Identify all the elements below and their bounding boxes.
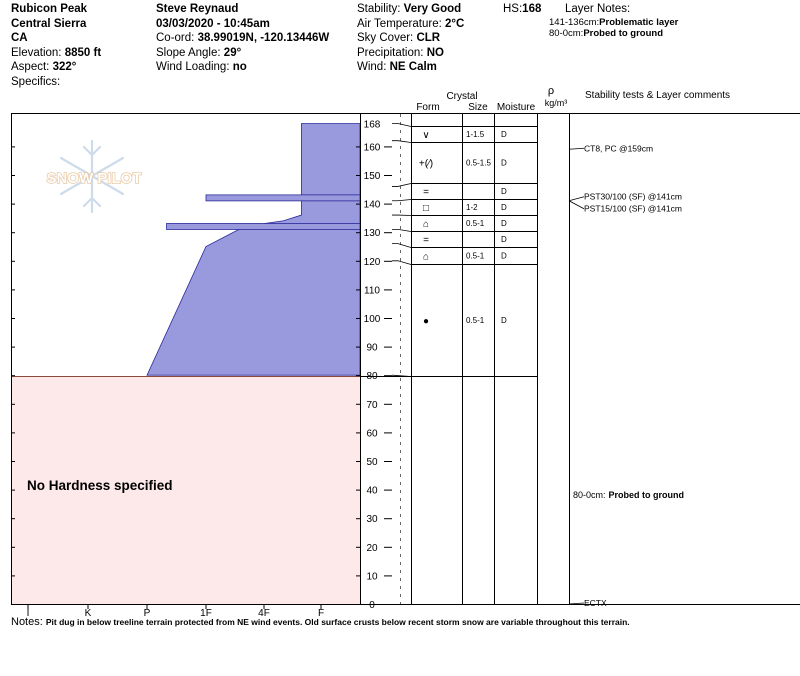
layer-rows bbox=[392, 124, 537, 377]
layer-note-2-text: Probed to ground bbox=[583, 27, 664, 39]
layer-size-8: 0.5-1 bbox=[466, 316, 485, 325]
location-name: Rubicon Peak bbox=[11, 3, 88, 15]
size-header: Size bbox=[468, 102, 488, 113]
stability-test-3: PST15/100 (SF) @141cm bbox=[584, 203, 682, 214]
form-header: Form bbox=[416, 102, 440, 113]
slope-value: 29° bbox=[223, 46, 242, 59]
specifics-label: Specifics: bbox=[11, 75, 61, 88]
layer-form-7: ⌂ bbox=[422, 251, 430, 263]
stability-test-4: ECTX bbox=[584, 598, 607, 608]
aspect-label: Aspect: bbox=[11, 61, 50, 73]
crystal-header: Crystal bbox=[446, 91, 478, 102]
depth-label-160: 160 bbox=[363, 142, 381, 154]
slope-label: Slope Angle: bbox=[156, 46, 221, 59]
layer-connector bbox=[392, 184, 411, 187]
hardness-label-I: I bbox=[26, 608, 30, 619]
layer-connector bbox=[392, 261, 411, 265]
notes-label: Notes: bbox=[11, 616, 43, 628]
air-temp-label: Air Temperature: bbox=[357, 17, 442, 30]
depth-label-150: 150 bbox=[363, 171, 381, 182]
elevation-value: 8850 ft bbox=[64, 46, 102, 59]
comment-text: Probed to ground bbox=[608, 490, 685, 500]
moisture-header: Moisture bbox=[496, 102, 536, 113]
wind-label: Wind: bbox=[357, 61, 387, 73]
sky-cover-value: CLR bbox=[416, 32, 441, 44]
layer-note-1-range: 141-136cm: bbox=[549, 16, 600, 28]
layer-moisture-8: D bbox=[501, 316, 507, 325]
depth-label-0: 0 bbox=[369, 600, 375, 611]
comment-range: 80-0cm: bbox=[573, 490, 606, 500]
layer-notes-title: Layer Notes: bbox=[565, 3, 631, 15]
location-state: CA bbox=[11, 32, 28, 44]
stability-label: Stability: bbox=[357, 3, 401, 15]
air-temp-value: 2°C bbox=[445, 17, 465, 30]
depth-label-110: 110 bbox=[364, 285, 380, 297]
depth-label-100: 100 bbox=[363, 314, 381, 325]
depth-label-60: 60 bbox=[366, 428, 378, 440]
density-unit-header: kg/m³ bbox=[544, 98, 568, 108]
depth-label-80: 80 bbox=[366, 371, 378, 383]
layer-size-4: 1-2 bbox=[466, 203, 478, 212]
layer-moisture-5: D bbox=[501, 219, 507, 228]
notes bbox=[11, 616, 630, 628]
layer-form-6: = bbox=[423, 235, 429, 246]
layer-moisture-3: D bbox=[501, 187, 507, 196]
layer-connector bbox=[392, 229, 411, 231]
depth-label-40: 40 bbox=[366, 485, 378, 497]
observer-name: Steve Reynaud bbox=[156, 3, 239, 15]
coord-label: Co-ord: bbox=[156, 32, 195, 44]
layer-moisture-4: D bbox=[501, 203, 507, 212]
hardness-label-4F: 4F bbox=[258, 608, 270, 619]
test-pointer bbox=[569, 197, 584, 201]
hardness-label-K: K bbox=[84, 608, 92, 619]
layer-form-5: ⌂ bbox=[422, 219, 430, 230]
thin-layer-1 bbox=[206, 195, 360, 201]
hs-label: HS: bbox=[503, 3, 523, 15]
comments-header: Stability tests & Layer comments bbox=[585, 90, 731, 101]
layer-connector bbox=[392, 141, 411, 143]
watermark-text: SNOW PILOT bbox=[46, 170, 142, 187]
wind-value: NE Calm bbox=[389, 61, 437, 73]
depth-label-140: 140 bbox=[363, 199, 381, 211]
stability-test-1: CT8, PC @159cm bbox=[584, 143, 654, 154]
stability-test-2: PST30/100 (SF) @141cm bbox=[584, 191, 682, 202]
depth-label-130: 130 bbox=[363, 228, 381, 240]
depth-label-10: 10 bbox=[366, 571, 378, 583]
depth-label-50: 50 bbox=[366, 457, 378, 468]
test-pointer bbox=[569, 603, 584, 604]
test-pointer bbox=[569, 148, 584, 149]
layer-form-2: +(⁄) bbox=[418, 158, 434, 170]
rho-header: ρ bbox=[547, 85, 555, 97]
stability-value: Very Good bbox=[403, 3, 462, 15]
layer-connector bbox=[392, 200, 411, 201]
thin-layer-2 bbox=[167, 223, 360, 229]
layer-size-2: 0.5-1.5 bbox=[466, 158, 491, 168]
hardness-label-P: P bbox=[143, 608, 151, 619]
depth-label-30: 30 bbox=[366, 514, 378, 526]
layer-note-1-text: Problematic layer bbox=[599, 16, 679, 28]
layer-connector bbox=[392, 244, 411, 248]
layer-size-5: 0.5-1 bbox=[466, 219, 485, 228]
depth-label-70: 70 bbox=[366, 399, 378, 411]
location-range: Central Sierra bbox=[11, 17, 87, 30]
wind-loading-value: no bbox=[232, 61, 247, 73]
depth-label-90: 90 bbox=[366, 342, 378, 354]
layer-connector bbox=[392, 124, 411, 127]
precipitation-label: Precipitation: bbox=[357, 46, 424, 59]
coord-value: 38.99019N, -120.13446W bbox=[197, 32, 330, 44]
layer-form-8: ● bbox=[422, 316, 430, 327]
comment-probed-text bbox=[573, 490, 684, 500]
depth-label-168: 168 bbox=[363, 119, 381, 131]
depth-label-20: 20 bbox=[366, 542, 378, 554]
elevation-label: Elevation: bbox=[11, 46, 62, 59]
test-pointer bbox=[569, 201, 584, 209]
snowpilot-watermark bbox=[47, 141, 142, 212]
sky-cover-label: Sky Cover: bbox=[357, 32, 414, 44]
hardness-profile-area bbox=[147, 124, 360, 376]
layer-moisture-2: D bbox=[501, 158, 507, 168]
layer-note-2-range: 80-0cm: bbox=[549, 27, 584, 39]
hardness-label-1F: 1F bbox=[200, 608, 212, 619]
precipitation-value: NO bbox=[426, 46, 444, 59]
observation-datetime: 03/03/2020 - 10:45am bbox=[156, 17, 270, 30]
stability-tests-group bbox=[569, 143, 682, 608]
layer-form-4: □ bbox=[422, 203, 430, 214]
aspect-value: 322° bbox=[52, 61, 77, 73]
layer-size-7: 0.5-1 bbox=[466, 251, 485, 261]
layer-moisture-1: D bbox=[501, 130, 507, 139]
layer-size-1: 1-1.5 bbox=[466, 130, 485, 139]
no-hardness-label: No Hardness specified bbox=[27, 478, 173, 493]
layer-form-3: = bbox=[423, 187, 429, 198]
layer-form-1: ∨ bbox=[422, 130, 430, 141]
layer-moisture-6: D bbox=[501, 235, 507, 244]
comment-probed bbox=[573, 490, 684, 500]
wind-loading-label: Wind Loading: bbox=[156, 61, 230, 73]
hardness-label-F: F bbox=[317, 608, 325, 619]
depth-label-120: 120 bbox=[363, 256, 381, 268]
hs-value: 168 bbox=[522, 3, 542, 15]
notes-text: Pit dug in below treeline terrain protected from NE wind events. Old surface crusts below recent storm snow are variable throughout this terrain. bbox=[45, 617, 630, 627]
layer-moisture-7: D bbox=[501, 251, 507, 261]
